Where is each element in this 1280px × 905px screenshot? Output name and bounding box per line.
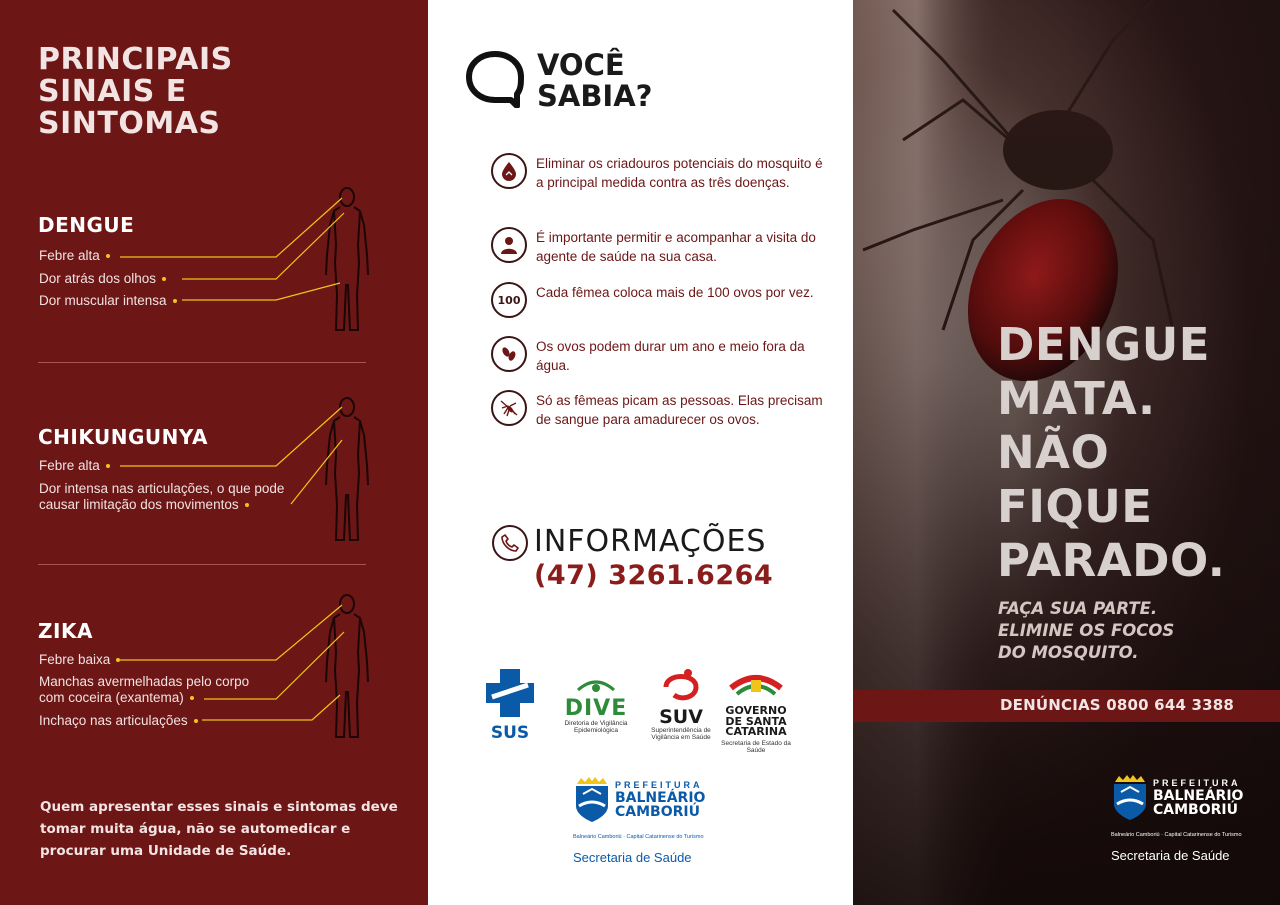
symptoms-panel xyxy=(0,0,428,905)
denuncias-phone: DENÚNCIAS 0800 644 3388 xyxy=(1000,696,1235,714)
campaign-headline: DENGUE MATA. NÃO FIQUE PARADO. xyxy=(997,318,1226,587)
symptom-item: Dor muscular intensa xyxy=(39,293,177,309)
city-crest-icon xyxy=(1111,774,1149,822)
facts-panel: VOCÊ SABIA? Eliminar os criadouros potenciais do mosquito é a principal medida contra as três doenças. É importante permitir e acompanhar a visita do agente de saúde na sua casa. 100 Cada fêmea coloca mais de 100 ovos por vez. Os ovos podem durar um ano e meio fora da água. Só as fêmeas picam as pessoas. Elas precisam de sangue para amadurecer os ovos. INFORMAÇÕES (47) 3261.6264 SUS DIVE Diretoria de Vigilância Epidemiológica SUV Superintendência de Vigilância em Saúde GOVERNO DE SANTA CATARINA Secretaria de Estado da Saúde PREFEITURA BALNEÁRIO CAMBORIÚ Balneário Camboriú · Capital Catarinense do Turismo Secretaria de Saúde xyxy=(428,0,853,905)
dive-logo: DIVE Diretoria de Vigilância Epidemiológica xyxy=(560,678,632,734)
blood-drop-icon xyxy=(491,153,527,189)
symptoms-title: PRINCIPAIS SINAIS E SINTOMAS xyxy=(38,42,233,141)
mosquito-icon xyxy=(491,390,527,426)
hundred-icon: 100 xyxy=(491,282,527,318)
city-crest-icon xyxy=(573,776,611,824)
fact-text: Os ovos podem durar um ano e meio fora da água. xyxy=(536,339,805,373)
governo-santa-catarina-logo: GOVERNO DE SANTA CATARINA Secretaria de Estado da Saúde xyxy=(721,670,791,754)
fact-text: Eliminar os criadouros potenciais do mosquito é a principal medida contra as três doenças. xyxy=(536,156,823,190)
info-phone-number: (47) 3261.6264 xyxy=(534,560,774,591)
agent-person-icon xyxy=(491,227,527,263)
symptom-item: Manchas avermelhadas pelo corpo com coceira (exantema) xyxy=(39,674,250,705)
disease-name-zika: ZIKA xyxy=(38,619,93,643)
info-label: INFORMAÇÕES xyxy=(534,524,767,559)
human-body-outline-icon xyxy=(322,185,372,335)
fact-text: Cada fêmea coloca mais de 100 ovos por vez. xyxy=(536,285,814,300)
fact-text: É importante permitir e acompanhar a visita do agente de saúde na sua casa. xyxy=(536,230,816,264)
speech-bubble-icon xyxy=(465,50,525,108)
human-body-outline-icon xyxy=(322,395,372,545)
voce-sabia-title: VOCÊ SABIA? xyxy=(537,48,653,113)
divider xyxy=(38,564,366,565)
symptom-item: Dor intensa nas articulações, o que pode causar limitação dos movimentos xyxy=(39,481,285,512)
divider xyxy=(38,362,366,363)
campaign-subheadline: FAÇA SUA PARTE. ELIMINE OS FOCOS DO MOSQUITO. xyxy=(998,599,1175,662)
symptom-item: Inchaço nas articulações xyxy=(39,713,198,729)
symptom-item: Febre alta xyxy=(39,458,110,474)
symptom-item: Febre alta xyxy=(39,248,110,264)
symptom-item: Dor atrás dos olhos xyxy=(39,271,166,287)
sus-logo: SUS xyxy=(484,667,536,743)
human-body-outline-icon xyxy=(322,592,372,742)
symptom-item: Febre baixa xyxy=(39,652,120,668)
phone-icon xyxy=(492,525,528,561)
disease-name-dengue: DENGUE xyxy=(38,213,135,237)
campaign-panel: DENGUE MATA. NÃO FIQUE PARADO. FAÇA SUA PARTE. ELIMINE OS FOCOS DO MOSQUITO. DENÚNCIAS 0800 644 3388 PREFEITURA BALNEÁRIO CAMBORIÚ Balneário Camboriú · Capital Catarinense do Turismo Secretaria de Saúde xyxy=(853,0,1280,905)
symptoms-footer-note: Quem apresentar esses sinais e sintomas deve tomar muita água, não se automedicar e procurar uma Unidade de Saúde. xyxy=(40,799,398,859)
disease-name-chikungunya: CHIKUNGUNYA xyxy=(38,425,208,449)
eggs-icon xyxy=(491,336,527,372)
fact-text: Só as fêmeas picam as pessoas. Elas precisam de sangue para amadurecer os ovos. xyxy=(536,393,823,427)
suv-logo: SUV Superintendência de Vigilância em Saúde xyxy=(647,667,715,741)
